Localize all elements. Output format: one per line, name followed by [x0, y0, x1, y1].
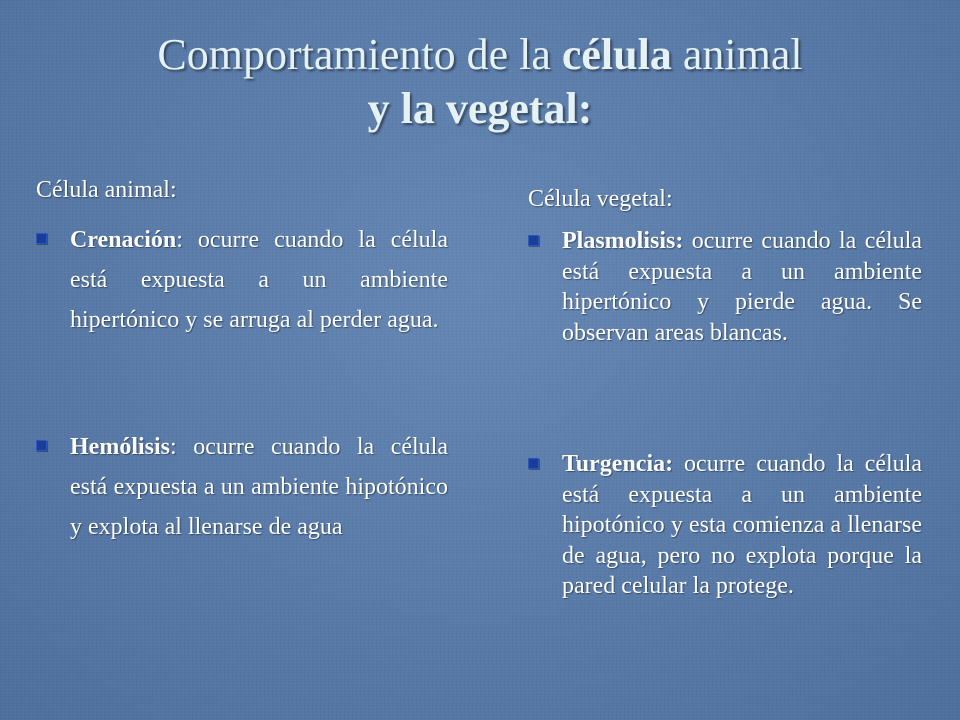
description-plasmolisis: ocurre cuando la célula está expuesta a un ambiente hipertónico y pierde agua. Se observan areas blancas. — [562, 228, 922, 346]
term-turgencia: Turgencia: — [562, 451, 674, 477]
list-item-turgencia — [528, 449, 922, 602]
list-item-crenacion — [36, 220, 448, 340]
square-bullet-icon — [36, 440, 47, 451]
description-crenacion: : ocurre cuando la célula está expuesta a un ambiente hipertónico y se arruga al perder agua. — [70, 227, 448, 333]
term-plasmolisis: Plasmolisis: — [562, 228, 684, 254]
plant-cell-heading: Célula vegetal: — [528, 186, 673, 212]
title-line-2: y la vegetal: — [367, 84, 593, 133]
list-item-plasmolisis — [528, 226, 922, 348]
square-bullet-icon — [528, 458, 539, 469]
square-bullet-icon — [36, 233, 47, 244]
title-line-1: Comportamiento de la célula animal — [157, 30, 803, 79]
animal-cell-heading: Célula animal: — [36, 177, 177, 203]
slide-title — [40, 28, 920, 136]
list-item-hemolisis — [36, 427, 448, 547]
term-hemolisis: Hemólisis — [70, 434, 170, 460]
square-bullet-icon — [528, 235, 539, 246]
term-crenacion: Crenación — [70, 227, 177, 253]
description-hemolisis: : ocurre cuando la célula está expuesta a un ambiente hipotónico y explota al llenarse de agua — [70, 434, 448, 540]
description-turgencia: ocurre cuando la célula está expuesta a un ambiente hipotónico y esta comienza a llenarse de agua, pero no explota porque la pared celular la protege. — [562, 451, 922, 599]
